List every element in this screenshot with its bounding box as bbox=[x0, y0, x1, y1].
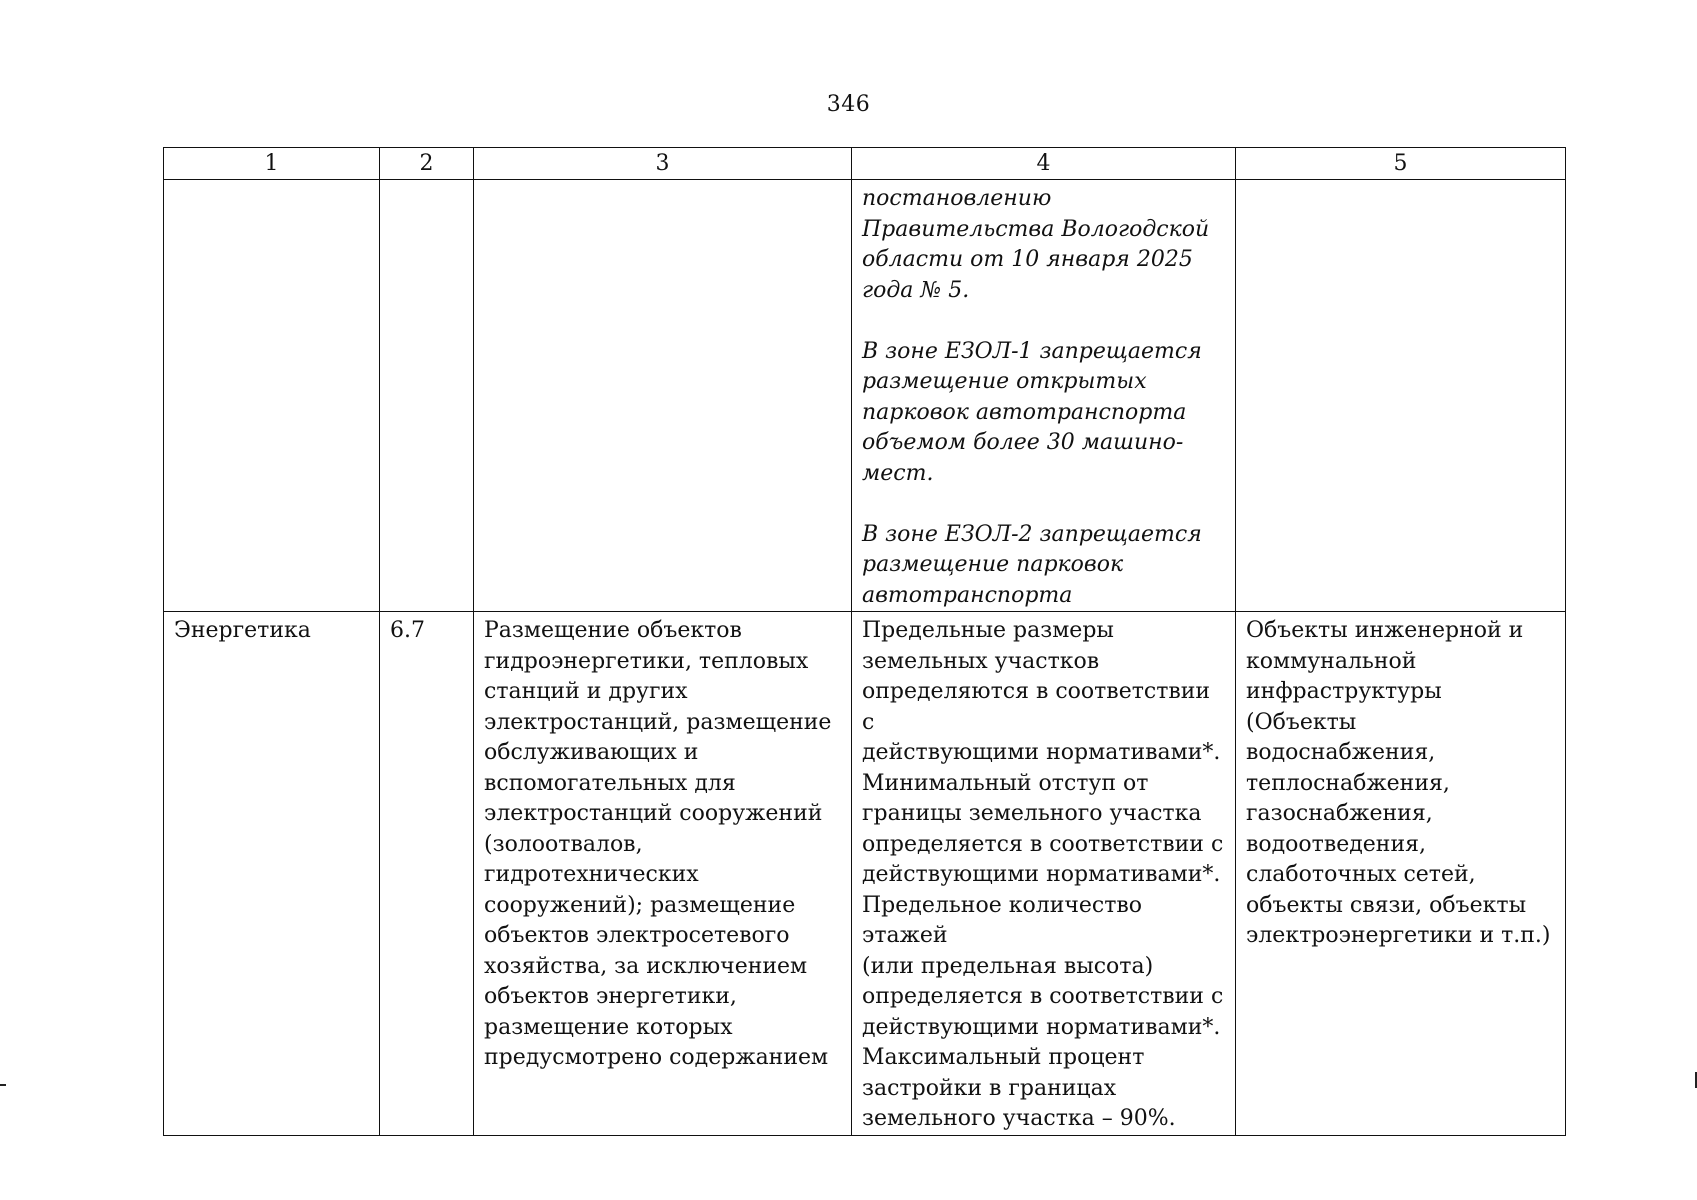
table-row-energy bbox=[164, 612, 1566, 1136]
text-line: газоснабжения, bbox=[1246, 801, 1433, 826]
text-line: электростанций сооружений bbox=[484, 801, 823, 826]
table-cell-empty bbox=[1236, 180, 1566, 612]
column-number-header: 5 bbox=[1236, 148, 1566, 180]
text-line: гидроэнергетики, тепловых bbox=[484, 648, 809, 674]
table-cell-restrictions bbox=[852, 180, 1236, 612]
text-line: парковок автотранспорта bbox=[862, 399, 1187, 425]
restriction-paragraph bbox=[862, 184, 1227, 306]
text-line: (или предельная высота) bbox=[862, 953, 1154, 979]
text-line: водоснабжения, bbox=[1246, 740, 1436, 765]
text-line: хозяйства, за исключением bbox=[484, 953, 808, 979]
text-line: объектов электросетевого bbox=[484, 923, 790, 948]
text-line: объекты связи, объекты bbox=[1246, 892, 1527, 918]
text-line: сооружений); размещение bbox=[484, 892, 796, 918]
text-line: действующими нормативами*. bbox=[862, 862, 1221, 887]
restrictions-text bbox=[852, 180, 1235, 611]
text-line: электростанций, размещение bbox=[484, 709, 832, 735]
text-line: предусмотрено содержанием bbox=[484, 1045, 829, 1070]
text-line: Предельные размеры bbox=[862, 618, 1114, 643]
text-line: гидротехнических bbox=[484, 862, 699, 887]
text-line: станций и других bbox=[484, 679, 688, 704]
column-number-header: 3 bbox=[474, 148, 852, 180]
construction-parameters bbox=[852, 612, 1235, 1135]
text-line: действующими нормативами*. bbox=[862, 1014, 1221, 1040]
text-line: слаботочных сетей, bbox=[1246, 862, 1476, 887]
text-line: автотранспорта bbox=[862, 582, 1073, 608]
text-line: определяются в соответствии с bbox=[862, 679, 1211, 735]
text-line: размещение которых bbox=[484, 1014, 733, 1040]
text-line: объемом более 30 машино- bbox=[862, 430, 1184, 455]
column-number-row bbox=[164, 148, 1566, 180]
text-line: инфраструктуры (Объекты bbox=[1246, 679, 1442, 735]
text-line: застройки в границах bbox=[862, 1075, 1117, 1101]
text-line: (золоотвалов, bbox=[484, 831, 643, 857]
text-line: теплоснабжения, bbox=[1246, 770, 1450, 796]
text-line: Минимальный отступ от bbox=[862, 770, 1149, 796]
table-cell-related-objects bbox=[1236, 612, 1566, 1136]
use-code: 6.7 bbox=[390, 618, 425, 643]
use-description bbox=[474, 612, 851, 1074]
table-cell-empty bbox=[380, 180, 474, 612]
paragraph-gap bbox=[862, 489, 1227, 520]
text-line: В зоне ЕЗОЛ-1 запрещается bbox=[862, 338, 1202, 364]
table-cell-use-description bbox=[474, 612, 852, 1136]
text-line: обслуживающих и bbox=[484, 740, 699, 765]
use-name: Энергетика bbox=[174, 618, 311, 643]
scan-margin-mark bbox=[0, 1084, 6, 1086]
text-line: В зоне ЕЗОЛ-2 запрещается bbox=[862, 521, 1202, 547]
table-row-continuation bbox=[164, 180, 1566, 612]
text-line: действующими нормативами*. bbox=[862, 740, 1221, 765]
text-line: объектов энергетики, bbox=[484, 984, 737, 1009]
text-line: постановлению bbox=[862, 186, 1052, 211]
text-line: Максимальный процент bbox=[862, 1045, 1145, 1070]
text-line: определяется в соответствии с bbox=[862, 831, 1224, 857]
text-line: размещение парковок bbox=[862, 552, 1124, 577]
text-line: границы земельного участка bbox=[862, 801, 1202, 826]
text-line: водоотведения, bbox=[1246, 831, 1427, 857]
text-line: Предельное количество этажей bbox=[862, 892, 1143, 948]
text-line: размещение открытых bbox=[862, 369, 1147, 394]
text-line: года № 5. bbox=[862, 277, 970, 303]
restriction-paragraph bbox=[862, 520, 1227, 612]
page-number: 346 bbox=[826, 92, 871, 117]
paragraph-gap bbox=[862, 306, 1227, 337]
text-line: вспомогательных для bbox=[484, 770, 736, 796]
restriction-paragraph bbox=[862, 337, 1227, 490]
text-line: области от 10 января 2025 bbox=[862, 247, 1193, 272]
column-number-header: 2 bbox=[380, 148, 474, 180]
text-line: мест. bbox=[862, 460, 934, 486]
text-line: земельного участка – 90%. bbox=[862, 1106, 1176, 1131]
column-number-header: 4 bbox=[852, 148, 1236, 180]
table-cell-use-name bbox=[164, 612, 380, 1136]
table-cell-empty bbox=[164, 180, 380, 612]
table-cell-parameters bbox=[852, 612, 1236, 1136]
column-number-header: 1 bbox=[164, 148, 380, 180]
text-line: коммунальной bbox=[1246, 648, 1417, 674]
regulations-table bbox=[163, 147, 1566, 1136]
text-line: Размещение объектов bbox=[484, 618, 742, 643]
text-line: Объекты инженерной и bbox=[1246, 618, 1524, 643]
related-objects bbox=[1236, 612, 1565, 952]
text-line: электроэнергетики и т.п.) bbox=[1246, 923, 1551, 948]
table-cell-empty bbox=[474, 180, 852, 612]
text-line: Правительства Вологодской bbox=[862, 216, 1210, 242]
table-cell-use-code bbox=[380, 612, 474, 1136]
text-line: определяется в соответствии с bbox=[862, 984, 1224, 1009]
text-line: земельных участков bbox=[862, 648, 1100, 674]
